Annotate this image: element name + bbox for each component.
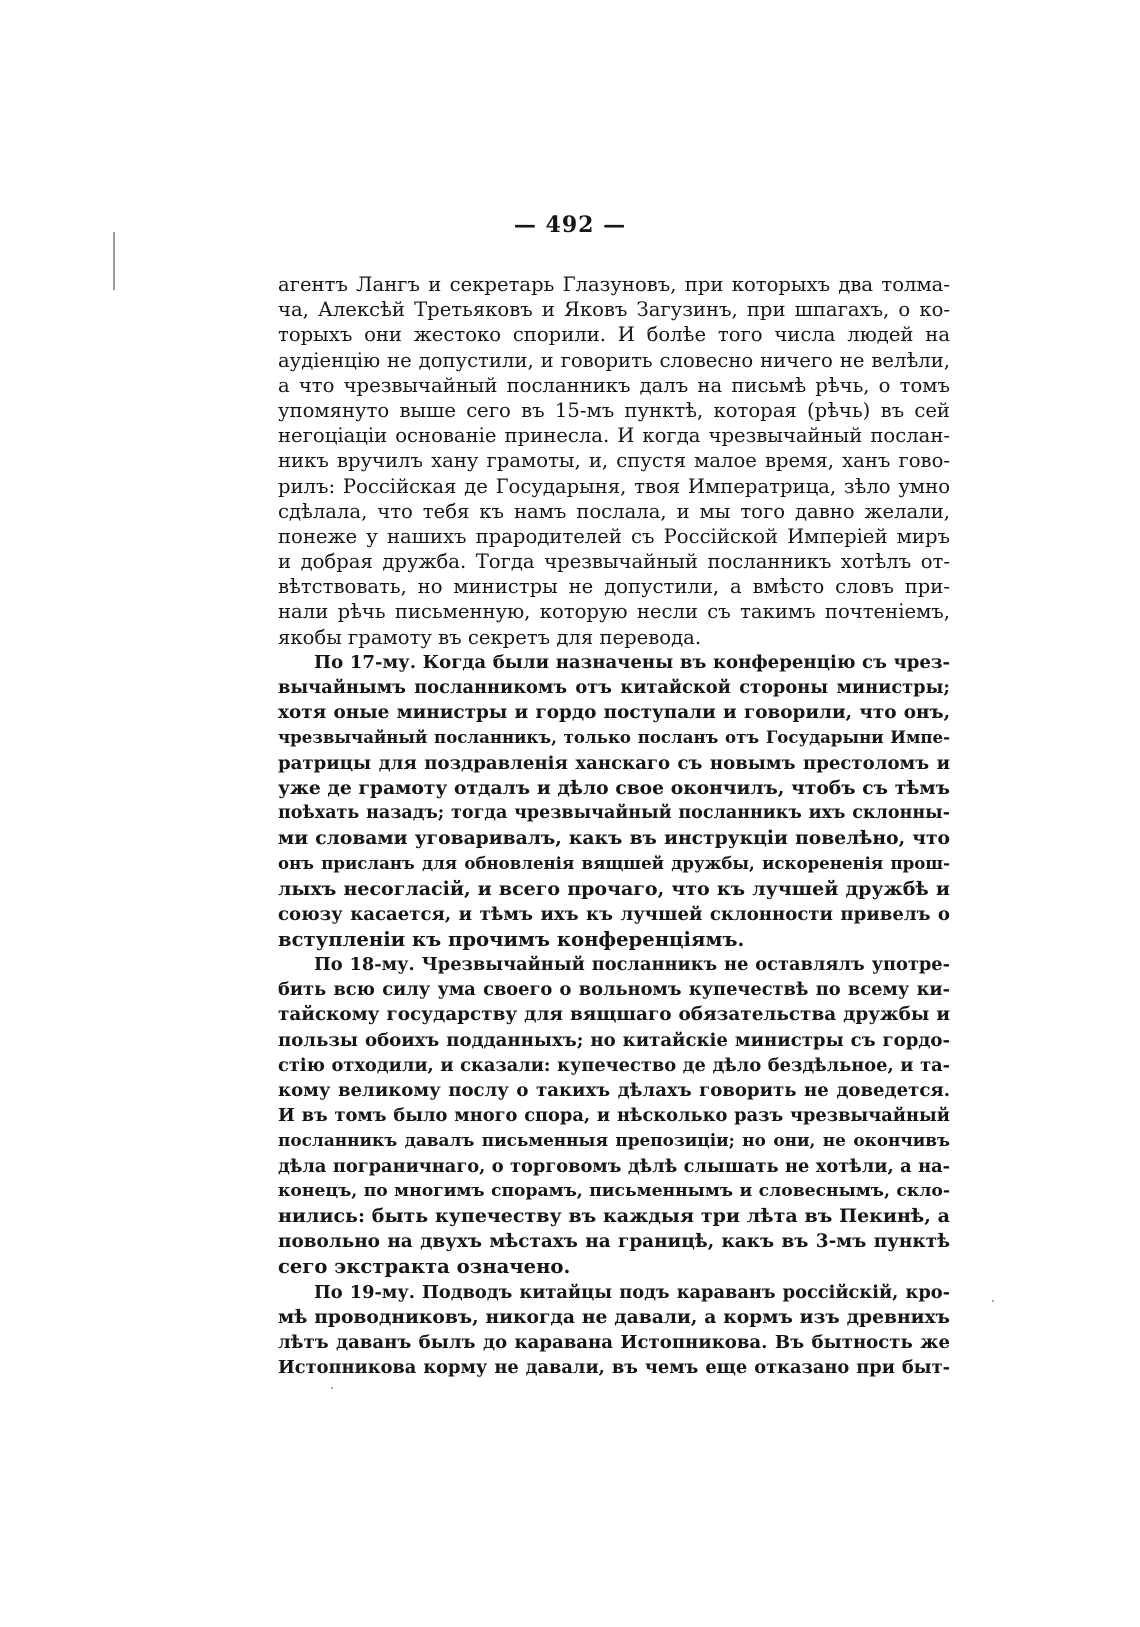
text-line: тайскому государству для вящшаго обязательства дружбы и	[278, 1004, 950, 1026]
paragraph-start: По 19-му. Подводъ китайцы подъ караванъ россійскій, кро-	[314, 1281, 950, 1303]
text-line: нились: быть купечеству въ каждыя три лѣта въ Пекинѣ, а	[278, 1204, 950, 1227]
text-line: онъ присланъ для обновленія вящшей дружбы, искорененія прош-	[278, 853, 950, 874]
text-line: бить всю силу ума своего о вольномъ купечествѣ по всему ки-	[278, 979, 950, 1001]
text-line: вступленіи къ прочимъ конференціямъ.	[278, 927, 745, 951]
text-line: дѣла пограничнаго, о торговомъ дѣлѣ слышать не хотѣли, а на-	[278, 1155, 950, 1177]
text-line: Истопникова корму не давали, въ чемъ еще отказано при быт-	[278, 1357, 950, 1379]
left-margin-mark	[113, 232, 115, 290]
text-line: союзу касается, и тѣмъ ихъ къ лучшей склонности привелъ о	[278, 903, 950, 925]
text-line: вѣтствовать, но министры не допустили, а вмѣсто словъ при-	[278, 575, 950, 599]
text-line: нали рѣчь письменную, которую несли съ такимъ почтеніемъ,	[278, 600, 950, 624]
text-line: чрезвычайный посланникъ, только посланъ отъ Государыни Импе-	[278, 727, 950, 748]
text-line: агентъ Лангъ и секретарь Глазуновъ, при которыхъ два толма-	[278, 273, 950, 296]
text-line: лѣтъ даванъ былъ до каравана Истопникова. Въ бытность же	[278, 1331, 950, 1353]
text-line: ча, Алексѣй Третьяковъ и Яковъ Загузинъ, при шпагахъ, о ко-	[278, 298, 950, 322]
text-line: вычайнымъ посланникомъ отъ китайской стороны министры;	[278, 677, 950, 698]
text-line: посланникъ давалъ письменныя препозиціи; но они, не окончивъ	[278, 1130, 950, 1151]
text-line: и добрая дружба. Тогда чрезвычайный посланникъ хотѣлъ от-	[278, 550, 950, 574]
text-line: пользы обоихъ подданныхъ; но китайскіе министры съ гордо-	[278, 1029, 950, 1051]
paragraph-start: По 17-му. Когда были назначены въ конференцію съ чрез-	[314, 651, 950, 673]
text-line: сдѣлала, что тебя къ намъ послала, и мы того давно желали,	[278, 499, 950, 523]
text-line: ратрицы для поздравленія ханскаго съ новымъ престоломъ и	[278, 752, 950, 774]
scan-speck	[992, 1300, 994, 1302]
text-line: ми словами уговаривалъ, какъ въ инструкціи повелѣно, что	[278, 827, 950, 850]
text-line: торыхъ они жестоко спорили. И болѣе того числа людей на	[278, 323, 950, 347]
text-line: а что чрезвычайный посланникъ далъ на письмѣ рѣчь, о томъ	[278, 373, 950, 397]
text-line: понеже у нашихъ прародителей съ Россійской Имперіей миръ	[278, 524, 950, 548]
text-line: негоціаціи основаніе принесла. И когда чрезвычайный послан-	[278, 424, 950, 448]
text-line: кому великому послу о такихъ дѣлахъ говорить не доведется.	[278, 1080, 950, 1101]
text-line: И въ томъ было много спора, и нѣсколько разъ чрезвычайный	[278, 1105, 950, 1127]
text-line: повольно на двухъ мѣстахъ на границѣ, какъ въ 3-мъ пунктѣ	[278, 1231, 950, 1253]
text-line: аудіенцію не допустили, и говорить словесно ничего не велѣли,	[278, 348, 950, 372]
text-line: конецъ, по многимъ спорамъ, письменнымъ и словеснымъ, скло-	[278, 1180, 950, 1201]
paragraph-start: По 18-му. Чрезвычайный посланникъ не оставлялъ употре-	[314, 954, 950, 976]
text-line: упомянуто выше сего въ 15-мъ пунктѣ, которая (рѣчь) въ сей	[278, 398, 950, 422]
text-line: сего экстракта означено.	[278, 1255, 571, 1279]
page-number: — 492 —	[513, 212, 627, 238]
text-line: лыхъ несогласій, и всего прочаго, что къ лучшей дружбѣ и	[278, 877, 950, 900]
body-text	[278, 272, 950, 1380]
text-line: рилъ: Россійская де Государыня, твоя Императрица, зѣло умно	[278, 474, 950, 498]
text-line: уже де грамоту отдалъ и дѣло свое окончилъ, чтобъ съ тѣмъ	[278, 776, 950, 799]
text-line: поѣхать назадъ; тогда чрезвычайный посланникъ ихъ склонны-	[278, 802, 950, 823]
text-line: якобы грамоту въ секретъ для перевода.	[278, 625, 702, 649]
scan-speck	[331, 1387, 333, 1389]
text-line: мѣ проводниковъ, никогда не давали, а кормъ изъ древнихъ	[278, 1305, 950, 1328]
text-line: хотя оные министры и гордо поступали и говорили, что онъ,	[278, 702, 950, 724]
text-line: стію отходили, и сказали: купечество де дѣло бездѣльное, и та-	[278, 1054, 950, 1076]
text-line: никъ вручилъ хану грамоты, и, спустя малое время, ханъ гово-	[278, 449, 950, 473]
